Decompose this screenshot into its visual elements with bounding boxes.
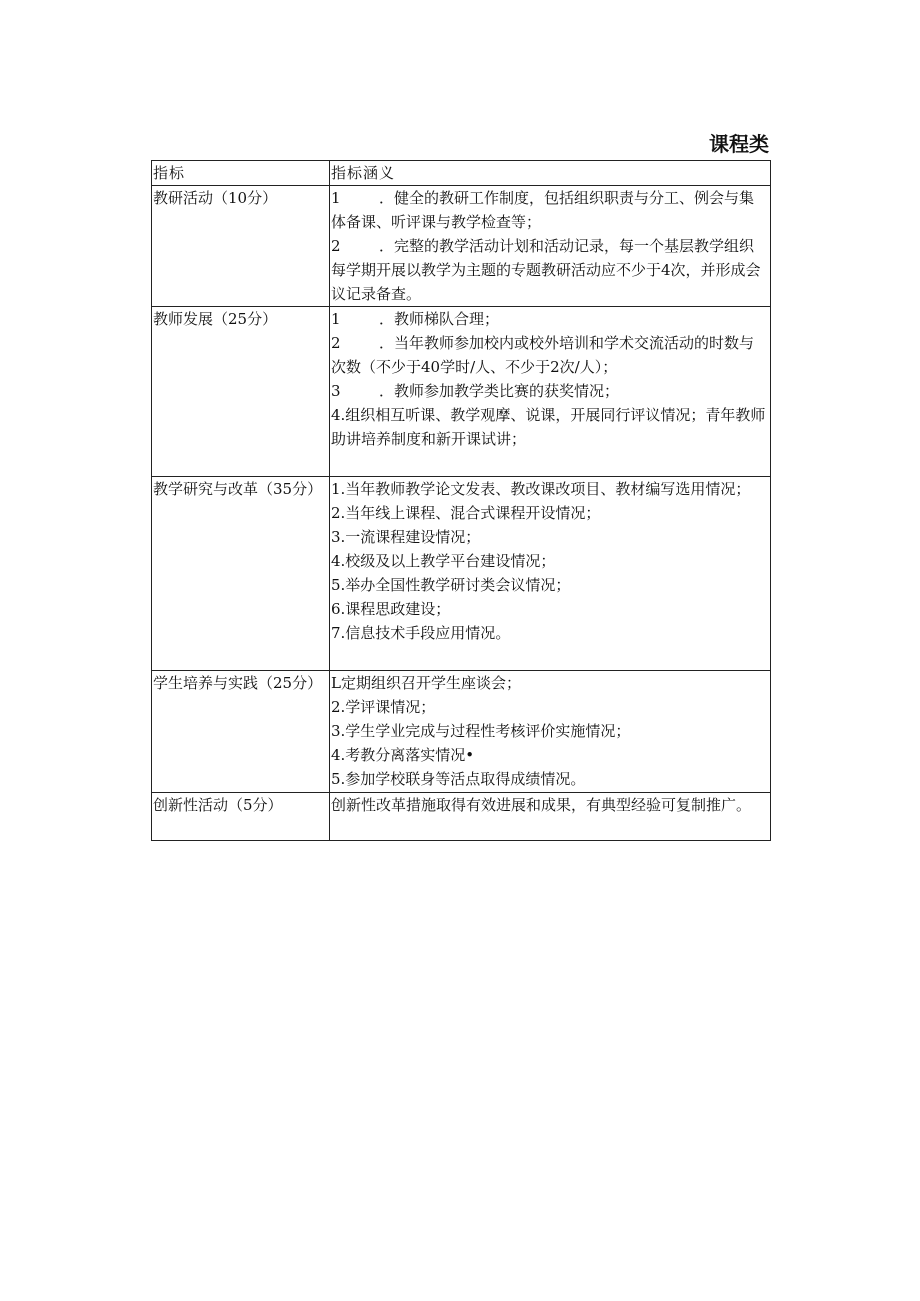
header-indicator: 指标 <box>152 161 330 186</box>
table-row <box>152 186 771 307</box>
list-item: 1 ．教师梯队合理； <box>331 310 500 328</box>
table-row <box>152 793 771 841</box>
indicator-cell: 教师发展（25分） <box>152 307 330 477</box>
list-item: 2.学评课情况； <box>331 698 436 716</box>
indicator-cell: 教学研究与改革（35分） <box>152 477 330 671</box>
list-item: 1.当年教师教学论文发表、教改课改项目、教材编写选用情况； <box>331 480 751 498</box>
table-row <box>152 477 771 671</box>
indicator-cell: 创新性活动（5分） <box>152 793 330 841</box>
list-item: 3 ．教师参加教学类比赛的获奖情况； <box>331 382 620 400</box>
meaning-cell <box>330 671 771 793</box>
meaning-cell <box>330 307 771 477</box>
list-item: 3.学生学业完成与过程性考核评价实施情况； <box>331 722 631 740</box>
indicator-table <box>151 160 771 841</box>
list-item: 3.一流课程建设情况； <box>331 528 481 546</box>
meaning-cell <box>330 186 771 307</box>
list-item: 6.课程思政建设； <box>331 600 451 618</box>
list-item: 2 ．当年教师参加校内或校外培训和学术交流活动的时数与次数（不少于40学时/人、不少于2次/人）； <box>331 334 755 376</box>
list-item: 2.当年线上课程、混合式课程开设情况； <box>331 504 601 522</box>
indicator-cell: 学生培养与实践（25分） <box>152 671 330 793</box>
list-item: 4.组织相互听课、教学观摩、说课，开展同行评议情况；青年教师助讲培养制度和新开课试讲； <box>331 406 766 448</box>
meaning-cell <box>330 477 771 671</box>
page-title: 课程类 <box>709 132 769 156</box>
header-meaning: 指标涵义 <box>330 161 771 186</box>
table-row <box>152 671 771 793</box>
meaning-cell <box>330 793 771 841</box>
list-item: 7.信息技术手段应用情况。 <box>331 624 511 642</box>
list-item: 5.举办全国性教学研讨类会议情况； <box>331 576 571 594</box>
list-item: 4.校级及以上教学平台建设情况； <box>331 552 556 570</box>
list-item: 4.考教分离落实情况• <box>331 746 475 764</box>
list-item: 创新性改革措施取得有效进展和成果，有典型经验可复制推广。 <box>331 796 752 814</box>
table-header-row <box>152 161 771 186</box>
indicator-cell: 教研活动（10分） <box>152 186 330 307</box>
list-item: L定期组织召开学生座谈会； <box>331 674 521 692</box>
list-item: 1 ．健全的教研工作制度，包括组织职责与分工、例会与集体备课、听评课与教学检查等； <box>331 189 755 231</box>
table-row <box>152 307 771 477</box>
list-item: 2 ．完整的教学活动计划和活动记录，每一个基层教学组织每学期开展以教学为主题的专题教研活动应不少于4次，并形成会议记录备查。 <box>331 237 761 303</box>
list-item: 5.参加学校联身等活点取得成绩情况。 <box>331 770 586 788</box>
